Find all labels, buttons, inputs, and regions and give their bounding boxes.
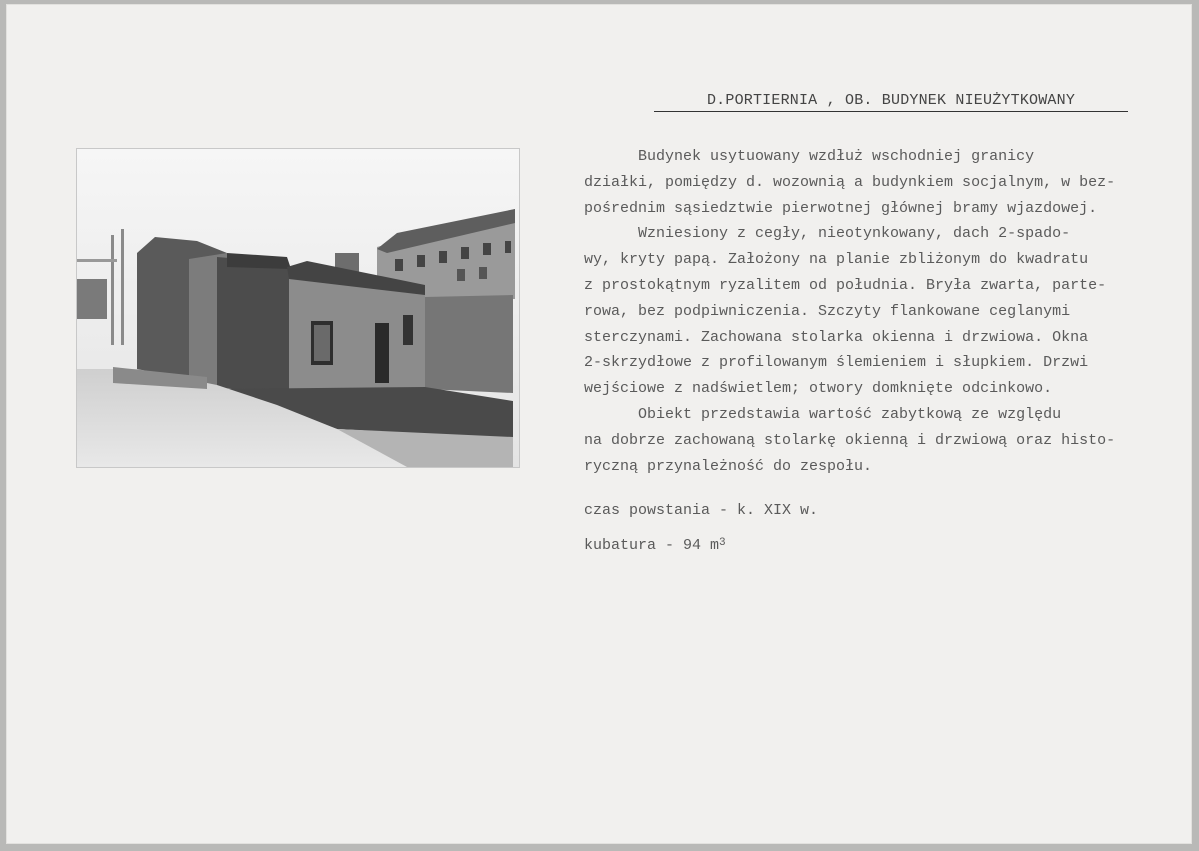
date-of-construction: czas powstania - k. XIX w. <box>584 502 819 519</box>
volume-line <box>584 537 984 554</box>
description-line: rowa, bez podpiwniczenia. Szczyty flankowane ceglanymi <box>584 302 1071 320</box>
description-line: Budynek usytuowany wzdłuż wschodniej granicy <box>584 148 1035 165</box>
description-line: Obiekt przedstawia wartość zabytkową ze względu <box>584 405 1062 423</box>
description-line: Wzniesiony z cegły, nieotynkowany, dach 2-spado- <box>584 225 1071 243</box>
description-line: 2-skrzydłowe z profilowanym ślemieniem i słupkiem. Drzwi <box>584 354 1089 372</box>
description-line: na dobrze zachowaną stolarkę okienną i drzwiową oraz histo- <box>584 431 1116 449</box>
description-line: wejściowe z nadświetlem; otwory domknięte odcinkowo. <box>584 380 1053 398</box>
document-title: D.PORTIERNIA , OB. BUDYNEK NIEUŻYTKOWANY <box>654 92 1128 112</box>
description-line: ryczną przynależność do zespołu. <box>584 457 873 475</box>
volume-text: kubatura - 94 m <box>584 537 720 554</box>
description-line: pośrednim sąsiedztwie pierwotnej głównej bramy wjazdowej. <box>584 199 1098 217</box>
description-text <box>584 144 1184 479</box>
building-photo <box>76 148 520 468</box>
volume-superscript: 3 <box>719 537 726 549</box>
description-line: wy, kryty papą. Założony na planie zbliżonym do kwadratu <box>584 251 1089 269</box>
description-line: z prostokątnym ryzalitem od południa. Bryła zwarta, parte- <box>584 276 1107 294</box>
description-line: sterczynami. Zachowana stolarka okienna i drzwiowa. Okna <box>584 328 1089 346</box>
description-line: działki, pomiędzy d. wozownią a budynkiem socjalnym, w bez- <box>584 173 1116 191</box>
document-sheet <box>6 4 1192 844</box>
